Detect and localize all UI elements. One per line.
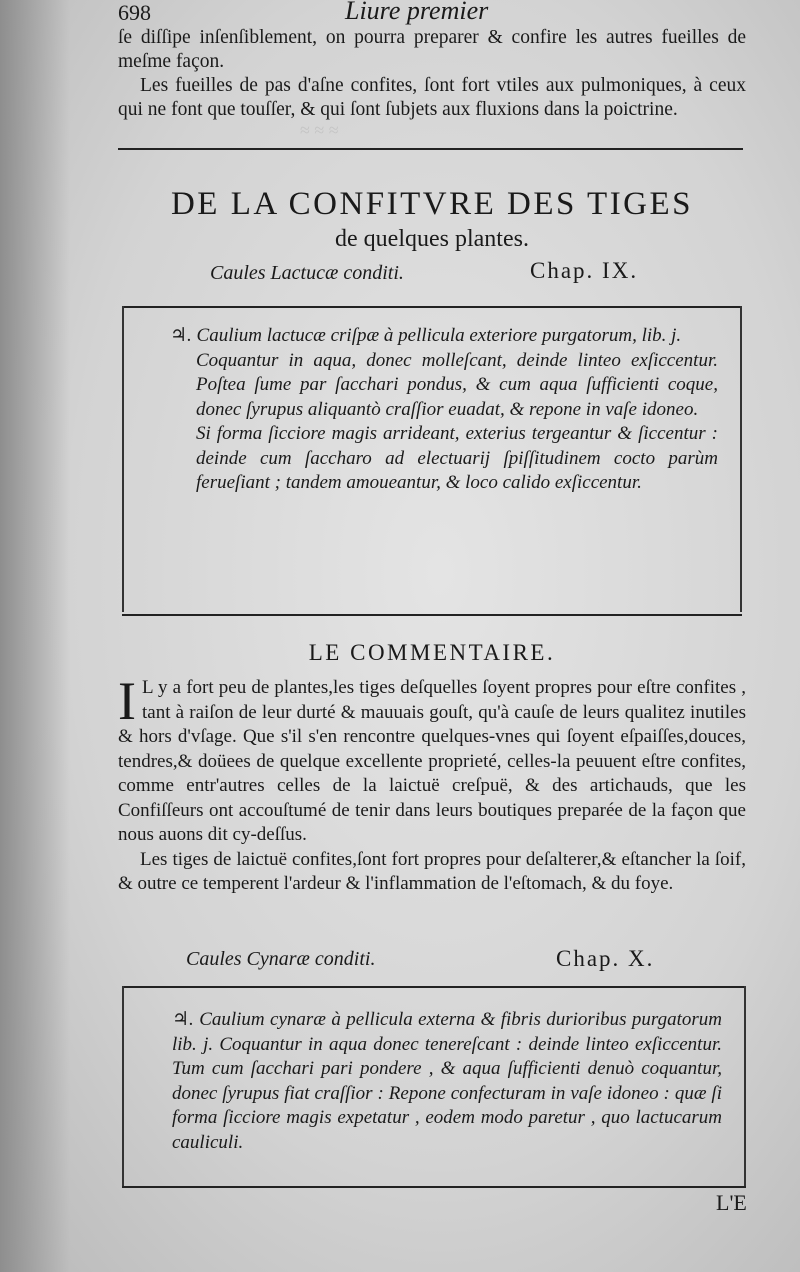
bleed-through-text: ≈ ≈ ≈ xyxy=(300,120,339,140)
latin-label-ch10: Caules Cynaræ conditi. xyxy=(186,948,376,970)
top-rule xyxy=(118,148,743,150)
chapter-label-ch9: Chap. IX. xyxy=(530,258,639,283)
chapter-subtitle: de quelques plantes. xyxy=(335,226,529,252)
page-gutter-shadow xyxy=(0,0,70,1272)
recipe-ch9-line-2: Coquantur in aqua, donec molleſcant, deinde linteo exſiccentur. Poſtea ſume par ſacchari pondus, & cum aqua ſufficienti coque, donec ſyrupus aliquantò craſſior euadat, & repone in vaſe idoneo. xyxy=(196,349,718,420)
chapter-title: DE LA CONFITVRE DES TIGES xyxy=(170,186,694,222)
intro-paragraph-2: Les fueilles de pas d'aſne confites, ſont fort vtiles aux pulmoniques, à ceux qui ne font que touſſer, & qui ſont ſubjets aux fluxions dans la poictrine. xyxy=(118,75,746,120)
commentary-paragraph-1 xyxy=(118,671,746,848)
intro-paragraph-1: ſe diſſipe inſenſiblement, on pourra preparer & confire les autres fueilles de meſme façon. xyxy=(118,27,746,72)
box-bottom-rule-ch9 xyxy=(122,614,742,616)
catchword: L'E xyxy=(716,1190,747,1215)
chapter-label-ch10: Chap. X. xyxy=(556,946,655,971)
commentary-text xyxy=(118,671,746,897)
commentary-paragraph-1-text: L y a fort peu de plantes,les tiges deſquelles ſoyent propres pour eſtre confites , tant à raiſon de leur durté & mauuais gouſt, qu'à cauſe de leurs qualitez inutiles & hors d'vſage. Que s'il s'en rencontre quelques-vnes qui ſoyent eſpaiſſes,douces, tendres,& doüees de quelque excellente proprieté, celles-la peuuent eſtre confites, comme entr'autres celles de la laictuë creſpuë, & des artichauds, que les Confiſſeurs ont accouſtumé de tenir dans leurs boutiques preparée de la façon que nous auons dit cy-deſſus. xyxy=(118,677,746,845)
recipe-ch10: ♃. Caulium cynaræ à pellicula externa & fibris durioribus purgatorum lib. j. Coquantur in aqua donec tenereſcant : deinde linteo exſiccentur. Tum cum ſacchari pari pondere , & aqua ſufficienti denuò coquantur, donec ſyrupus fiat craſſior : Repone confecturam in vaſe idoneo : quæ ſi forma ſicciore magis expetatur , eodem modo paretur , quo lactucarum cauliculi. xyxy=(172,1009,722,1153)
recipe-ch9 xyxy=(170,324,718,496)
intro-text xyxy=(118,26,746,122)
commentary-paragraph-2: Les tiges de laictuë confites,ſont fort propres pour deſalterer,& eſtancher la ſoif, & outre ce temperent l'ardeur & l'inflammation de l'eſtomach, & du foye. xyxy=(118,848,746,894)
page-number: 698 xyxy=(118,0,151,25)
recipe-ch9-line-3: Si forma ſicciore magis arrideant, exterius tergeantur & ſiccentur : deinde cum ſaccharo ad electuarij ſpiſſitudinem cocto parùm ferueſiant ; tandem amoueantur, & loco calido exſiccentur. xyxy=(196,423,718,493)
recipe-ch9-line-1: ♃. Caulium lactucæ criſpæ à pellicula exteriore purgatorum, lib. j. xyxy=(170,325,682,346)
box-bottom-rule-ch10 xyxy=(122,1186,746,1188)
commentary-heading: LE COMMENTAIRE. xyxy=(308,640,556,665)
latin-label-ch9: Caules Lactucæ conditi. xyxy=(210,262,404,284)
running-title: Liure premier xyxy=(345,0,489,25)
drop-cap: I xyxy=(118,671,136,731)
